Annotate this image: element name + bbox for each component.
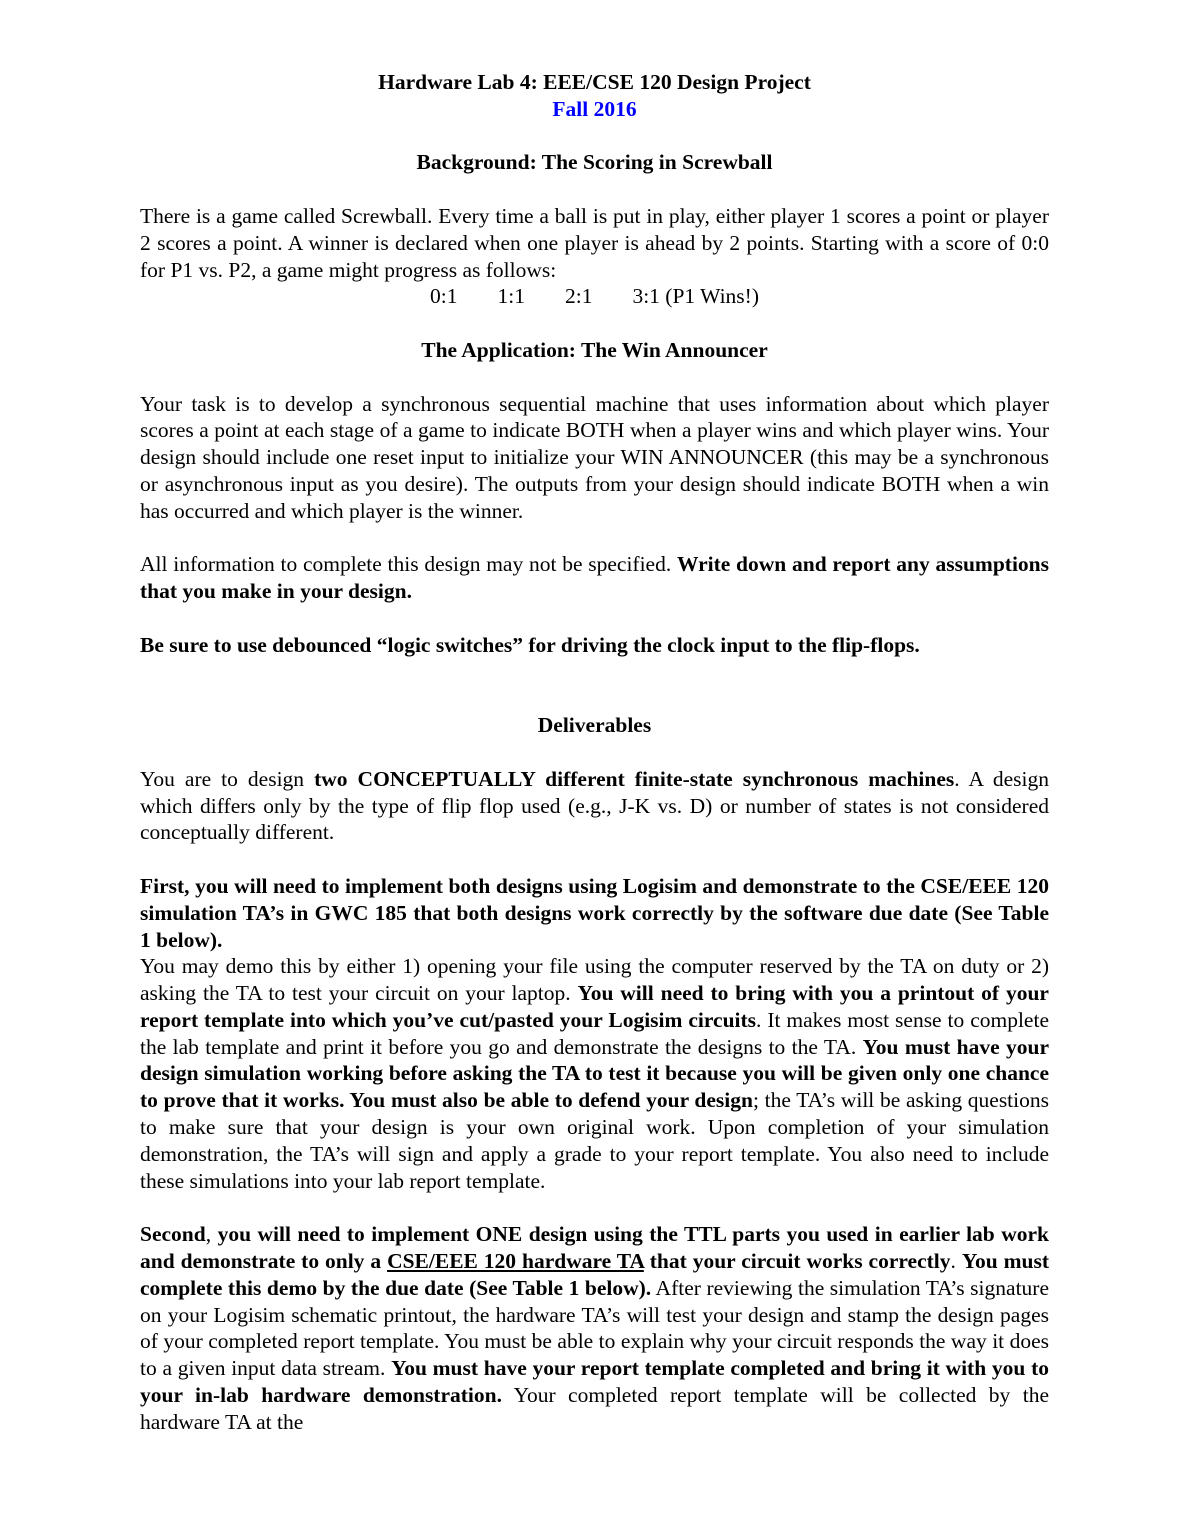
second-emphasis-1: you will need to implement ONE design using the TTL parts you used in earlier lab work and demonstrate to only a — [140, 1222, 1050, 1274]
assumptions-paragraph — [140, 551, 1049, 605]
demo-emphasis-1: You will need to bring with you a printout of your report template into which you’ve cut/pasted your Logisim circuits — [140, 981, 1049, 1032]
deliverables-intro — [140, 766, 1049, 846]
background-heading: Background: The Scoring in Screwball — [416, 150, 773, 175]
second-requirement — [140, 1221, 1049, 1435]
first-requirement: First, you will need to implement both designs using Logisim and demonstrate to the CSE/EEE 120 simulation TA’s in GWC 185 that both designs work correctly by the software due date (See Table 1 below). — [140, 873, 1049, 952]
second-text-4: Your completed report template will be collected by the hardware TA at the — [140, 1383, 1049, 1434]
intro-emphasis: two CONCEPTUALLY different finite-state synchronous machines — [314, 766, 955, 791]
score-1: 0:1 — [430, 284, 458, 309]
second-emphasis-4: You must have your report template completed and bring it with you to your in-lab hardware demonstration. — [140, 1356, 1049, 1408]
demo-text-3: ; the TA’s will be asking questions to make sure that your design is your own original work. Upon completion of your simulation demonstration, the TA’s will sign and apply a grade to your report template. You also need to include these simulations into your lab report template. — [140, 1088, 1049, 1193]
hardware-ta-underlined: CSE/EEE 120 hardware TA — [387, 1249, 644, 1274]
second-text-3: After reviewing the simulation TA’s signature on your Logisim schematic printout, the hardware TA’s will test your design and stamp the design pages of your completed report template. You must be able to explain why your circuit responds the way it does to a given input data stream. — [140, 1275, 1049, 1381]
intro-text-2: . A design which differs only by the type of flip flop used (e.g., J-K vs. D) or number of states is not considered conceptually different. — [140, 766, 1049, 845]
assumptions-text: All information to complete this design may not be specified. — [140, 552, 677, 577]
application-paragraph: Your task is to develop a synchronous sequential machine that uses information about which player scores a point at each stage of a game to indicate BOTH when a player wins and which player wins. Your design should include one reset input to initialize your WIN ANNOUNCER (this may be a synchronous or asynchronous input as you desire). The outputs from your design should indicate BOTH when a win has occurred and which player is the winner. — [140, 391, 1049, 523]
score-3: 2:1 — [564, 284, 593, 309]
second-emphasis-2: that your circuit works correctly — [643, 1249, 951, 1274]
debounce-note: Be sure to use debounced “logic switches” for driving the clock input to the flip-flops. — [140, 632, 920, 657]
demo-text-1: You may demo this by either 1) opening your file using the computer reserved by the TA on duty or 2) asking the TA to test your circuit on your laptop. — [140, 954, 1049, 1006]
second-label: Second — [140, 1222, 206, 1247]
document-term: Fall 2016 — [552, 96, 637, 121]
score-sequence — [140, 283, 1049, 310]
intro-text-1: You are to design — [140, 766, 315, 791]
second-text-2: . — [950, 1249, 962, 1274]
document-title: Hardware Lab 4: EEE/CSE 120 Design Project — [378, 70, 811, 94]
application-heading: The Application: The Win Announcer — [421, 337, 768, 362]
score-2: 1:1 — [497, 284, 525, 309]
deliverables-heading: Deliverables — [537, 713, 652, 738]
demo-paragraph — [140, 953, 1049, 1194]
assumptions-emphasis: Write down and report any assumptions that you make in your design. — [140, 552, 1049, 604]
background-paragraph: There is a game called Screwball. Every time a ball is put in play, either player 1 scores a point or player 2 scores a point. A winner is declared when one player is ahead by 2 points. Starting with a score of 0:0 for P1 vs. P2, a game might progress as follows: — [140, 203, 1049, 282]
second-text-1: , — [205, 1222, 218, 1247]
score-4: 3:1 (P1 Wins!) — [632, 284, 759, 309]
demo-emphasis-2: You must have your design simulation working before asking the TA to test it because you will be given only one chance to prove that it works. You must also be able to defend your design — [140, 1034, 1049, 1113]
second-emphasis-3: You must complete this demo by the due date (See Table 1 below). — [140, 1249, 1050, 1300]
document-body — [140, 69, 1049, 1436]
demo-text-2: . It makes most sense to complete the lab template and print it before you go and demonstrate the designs to the TA. — [140, 1007, 1049, 1059]
